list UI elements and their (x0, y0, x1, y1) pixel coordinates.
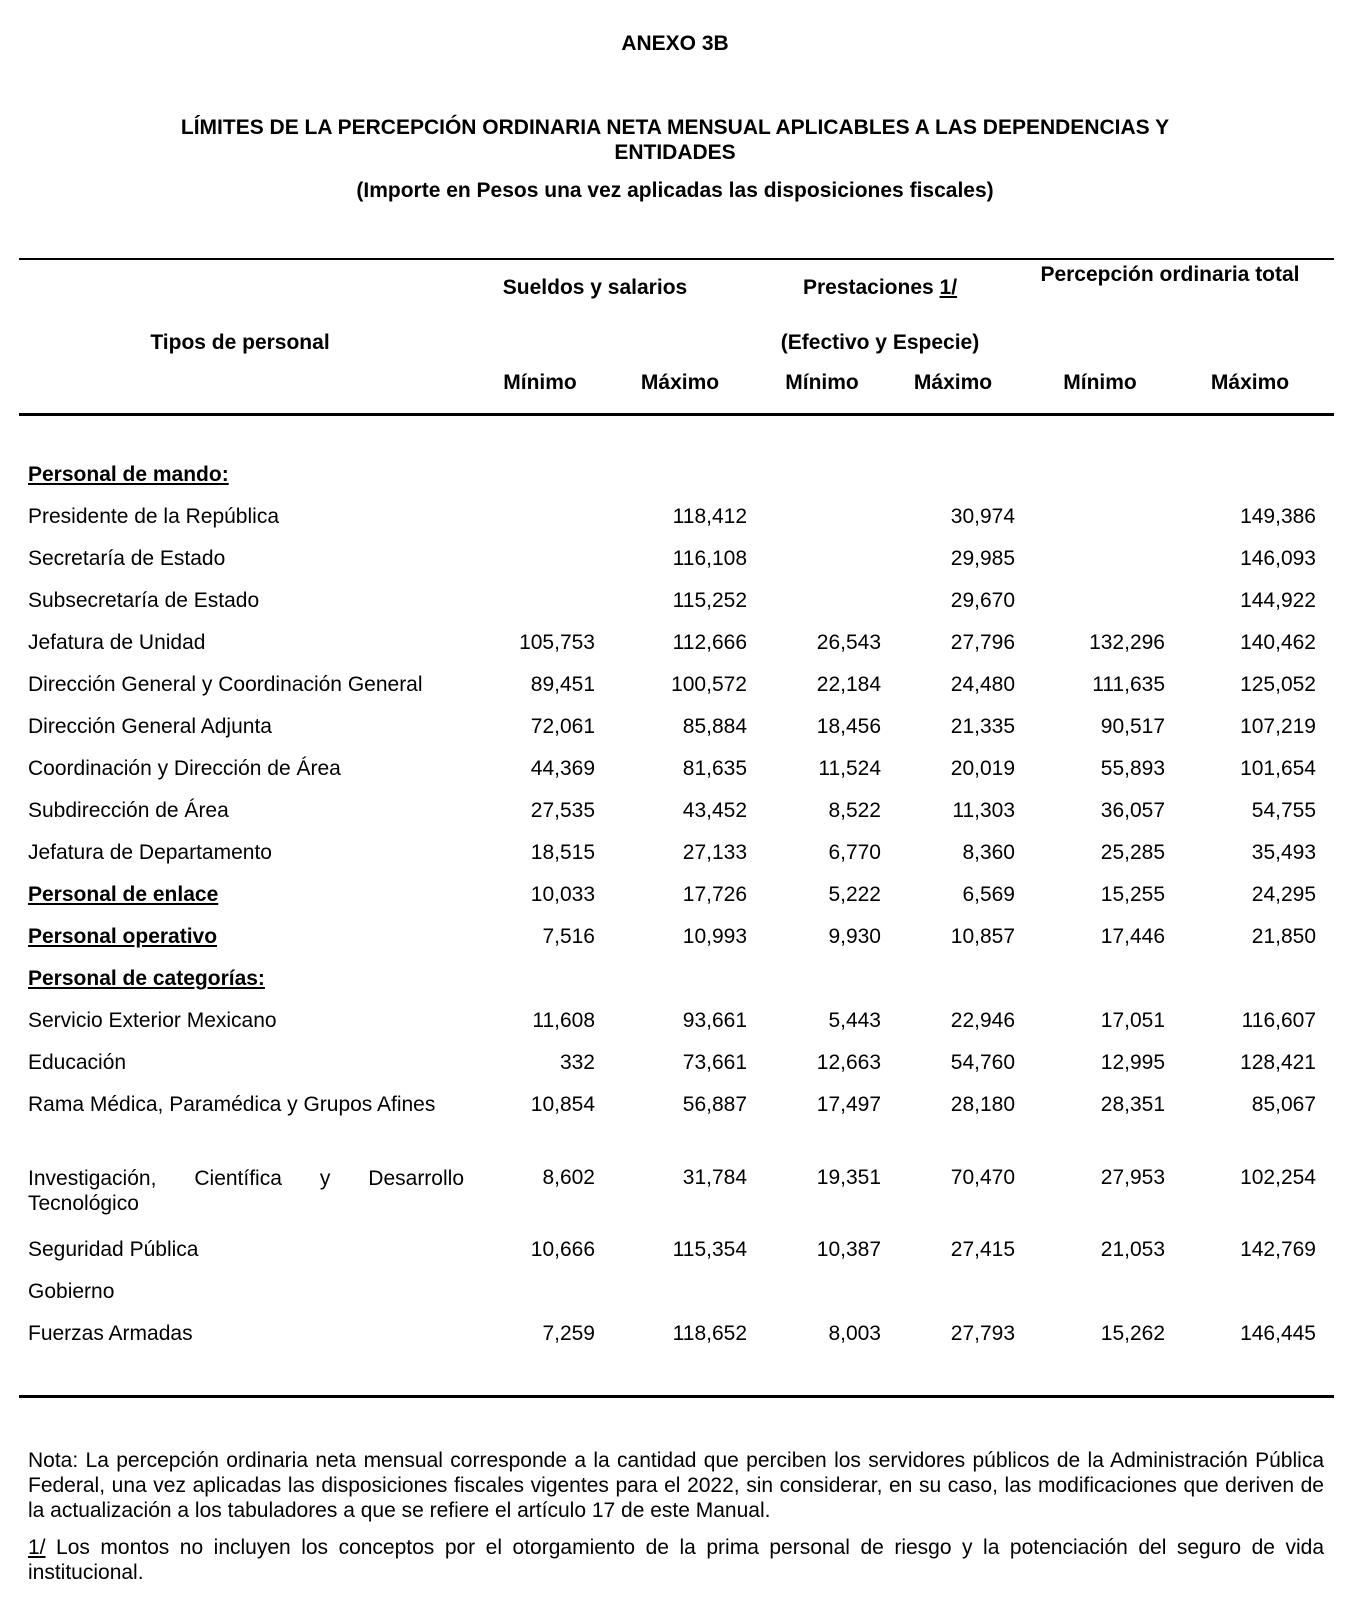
row-label: Personal de categorías: (28, 967, 265, 990)
table-cell: 29,985 (950, 547, 1015, 570)
table-cell: 44,369 (530, 757, 595, 780)
table-cell: 21,053 (1100, 1238, 1165, 1261)
header-percepcion-max: Máximo (1210, 371, 1290, 394)
table-cell: 56,887 (682, 1093, 747, 1116)
header-sueldos-min: Mínimo (503, 371, 577, 394)
table-cell: 140,462 (1240, 631, 1316, 654)
row-label: Rama Médica, Paramédica y Grupos Afines (28, 1093, 436, 1116)
header-percepcion-min: Mínimo (1063, 371, 1137, 394)
table-cell: 73,661 (682, 1051, 747, 1074)
table-cell: 115,354 (672, 1238, 747, 1261)
row-label: Personal de mando: (28, 463, 229, 486)
table-cell: 100,572 (671, 673, 747, 696)
table-cell: 89,451 (530, 673, 595, 696)
row-label: Subsecretaría de Estado (28, 589, 260, 612)
table-cell: 11,303 (952, 799, 1015, 822)
table-cell: 22,946 (950, 1009, 1015, 1032)
header-sueldos: Sueldos y salarios (502, 276, 688, 299)
table-cell: 21,335 (950, 715, 1015, 738)
table-cell: 10,666 (530, 1238, 595, 1261)
row-label: Jefatura de Departamento (28, 841, 272, 864)
table-cell: 85,067 (1251, 1093, 1316, 1116)
table-cell: 132,296 (1089, 631, 1165, 654)
header-tipos: Tipos de personal (150, 331, 330, 354)
table-cell: 115,252 (672, 589, 747, 612)
annex-title: ANEXO 3B (621, 32, 729, 55)
table-cell: 26,543 (816, 631, 881, 654)
table-cell: 28,351 (1100, 1093, 1165, 1116)
row-label: Subdirección de Área (28, 799, 229, 822)
table-cell: 29,670 (950, 589, 1015, 612)
table-cell: 12,995 (1100, 1051, 1165, 1074)
row-label: Secretaría de Estado (28, 547, 226, 570)
table-cell: 24,480 (950, 673, 1015, 696)
table-cell: 17,497 (816, 1093, 881, 1116)
table-cell: 144,922 (1240, 589, 1316, 612)
footnote-text: Los montos no incluyen los conceptos por el otorgamiento de la prima personal de riesgo y la potenciación del seguro de vida institucional. (28, 1536, 1324, 1584)
row-label: Personal operativo (28, 925, 218, 948)
table-cell: 72,061 (530, 715, 595, 738)
table-cell: 105,753 (519, 631, 595, 654)
table-cell: 22,184 (816, 673, 881, 696)
table-cell: 5,443 (828, 1009, 881, 1032)
table-cell: 5,222 (828, 883, 881, 906)
table-cell: 146,445 (1240, 1322, 1316, 1345)
table-cell: 10,857 (950, 925, 1015, 948)
table-cell: 332 (559, 1051, 595, 1074)
row-label: Gobierno (28, 1280, 115, 1303)
header-prestaciones (760, 275, 1000, 300)
row-label: Educación (28, 1051, 127, 1074)
table-cell: 36,057 (1100, 799, 1165, 822)
table-cell: 20,019 (950, 757, 1015, 780)
table-cell: 111,635 (1092, 673, 1165, 696)
row-label: Dirección General y Coordinación General (28, 673, 423, 696)
table-cell: 7,259 (542, 1322, 595, 1345)
table-cell: 27,953 (1100, 1166, 1165, 1189)
table-cell: 90,517 (1100, 715, 1165, 738)
table-cell: 7,516 (542, 925, 595, 948)
table-cell: 18,515 (530, 841, 595, 864)
page-title: LÍMITES DE LA PERCEPCIÓN ORDINARIA NETA MENSUAL APLICABLES A LAS DEPENDENCIAS Y ENTIDADES (180, 116, 1170, 164)
table-cell: 27,796 (950, 631, 1015, 654)
header-prestaciones-sub: (Efectivo y Especie) (780, 331, 980, 354)
table-cell: 11,524 (818, 757, 881, 780)
table-cell: 118,412 (672, 505, 747, 528)
row-label: Seguridad Pública (28, 1238, 199, 1261)
table-cell: 15,255 (1100, 883, 1165, 906)
table-cell: 149,386 (1240, 505, 1316, 528)
table-cell: 10,993 (682, 925, 747, 948)
header-prestaciones-max: Máximo (913, 371, 993, 394)
header-percepcion: Percepción ordinaria total (1040, 263, 1300, 286)
table-cell: 85,884 (682, 715, 747, 738)
table-header-rule (19, 413, 1334, 416)
table-cell: 10,854 (530, 1093, 595, 1116)
table-cell: 125,052 (1240, 673, 1316, 696)
table-cell: 18,456 (816, 715, 881, 738)
table-cell: 6,770 (828, 841, 881, 864)
table-cell: 107,219 (1240, 715, 1316, 738)
table-cell: 6,569 (962, 883, 1015, 906)
row-label: Investigación, Científica y Desarrollo Tecnológico (28, 1167, 464, 1215)
table-cell: 142,769 (1240, 1238, 1316, 1261)
footnote-paragraph (28, 1535, 1324, 1585)
row-label: Fuerzas Armadas (28, 1322, 193, 1345)
table-cell: 70,470 (950, 1166, 1015, 1189)
table-cell: 27,415 (950, 1238, 1015, 1261)
table-cell: 17,726 (682, 883, 747, 906)
table-cell: 54,760 (950, 1051, 1015, 1074)
table-cell: 10,387 (816, 1238, 881, 1261)
table-cell: 25,285 (1100, 841, 1165, 864)
table-cell: 21,850 (1251, 925, 1316, 948)
table-cell: 17,446 (1100, 925, 1165, 948)
table-cell: 146,093 (1240, 547, 1316, 570)
table-cell: 81,635 (682, 757, 747, 780)
header-prestaciones-min: Mínimo (785, 371, 859, 394)
table-cell: 10,033 (530, 883, 595, 906)
header-prestaciones-label: Prestaciones (802, 276, 934, 299)
row-label: Coordinación y Dirección de Área (28, 757, 341, 780)
table-cell: 27,793 (950, 1322, 1015, 1345)
table-cell: 8,602 (542, 1166, 595, 1189)
table-cell: 93,661 (682, 1009, 747, 1032)
table-cell: 35,493 (1251, 841, 1316, 864)
table-cell: 128,421 (1240, 1051, 1316, 1074)
table-cell: 8,522 (828, 799, 881, 822)
table-cell: 43,452 (682, 799, 747, 822)
table-cell: 11,608 (532, 1009, 595, 1032)
table-cell: 19,351 (816, 1166, 881, 1189)
table-cell: 27,535 (530, 799, 595, 822)
header-sueldos-max: Máximo (640, 371, 720, 394)
table-cell: 8,003 (828, 1322, 881, 1345)
table-cell: 8,360 (962, 841, 1015, 864)
table-cell: 28,180 (950, 1093, 1015, 1116)
table-cell: 112,666 (672, 631, 747, 654)
table-cell: 12,663 (816, 1051, 881, 1074)
footnote-ref-header: 1/ (939, 276, 958, 299)
table-cell: 30,974 (950, 505, 1015, 528)
table-cell: 55,893 (1100, 757, 1165, 780)
table-cell: 116,607 (1241, 1009, 1316, 1032)
table-bottom-rule (19, 1395, 1334, 1398)
row-label: Servicio Exterior Mexicano (28, 1009, 277, 1032)
table-top-rule (19, 258, 1334, 260)
page-subtitle: (Importe en Pesos una vez aplicadas las disposiciones fiscales) (356, 179, 994, 202)
row-label: Presidente de la República (28, 505, 279, 528)
footnote-ref: 1/ (28, 1536, 46, 1559)
table-cell: 118,652 (672, 1322, 747, 1345)
table-cell: 116,108 (672, 547, 747, 570)
row-label: Dirección General Adjunta (28, 715, 272, 738)
table-cell: 24,295 (1251, 883, 1316, 906)
table-cell: 15,262 (1100, 1322, 1165, 1345)
table-cell: 102,254 (1240, 1166, 1316, 1189)
table-cell: 17,051 (1100, 1009, 1165, 1032)
table-cell: 9,930 (828, 925, 881, 948)
table-cell: 27,133 (682, 841, 747, 864)
row-label: Personal de enlace (28, 883, 219, 906)
table-cell: 31,784 (682, 1166, 747, 1189)
row-label: Jefatura de Unidad (28, 631, 206, 654)
table-cell: 54,755 (1251, 799, 1316, 822)
table-cell: 101,654 (1240, 757, 1316, 780)
note-paragraph: Nota: La percepción ordinaria neta mensual corresponde a la cantidad que perciben los servidores públicos de la Administración Pública Federal, una vez aplicadas las disposiciones fiscales vigentes para el 2022, sin considerar, en su caso, las modificaciones que deriven de la actualización a los tabuladores a que se refiere el artículo 17 de este Manual. (28, 1449, 1324, 1522)
